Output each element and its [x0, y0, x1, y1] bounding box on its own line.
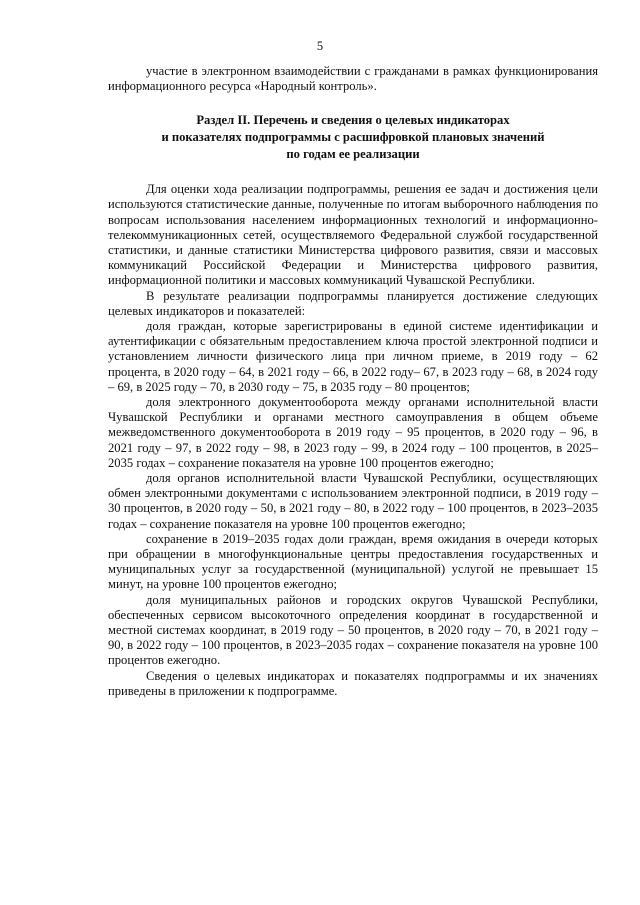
paragraph-indicator-e-signature: доля органов исполнительной власти Чувашской Республики, осуществляющих обмен электронными документами с использованием электронной подписи, в 2019 году – 30 процентов, в 2020 году – 50, в 2021 году – 80, в 2022 году – 100 процентов, в 2023–2035 годах – сохранение показателя на уровне 100 процентов ежегодно; [108, 471, 598, 531]
paragraph-indicator-esia: доля граждан, которые зарегистрированы в единой системе идентификации и аутентификации с обязательным предоставлением ключа простой электронной подписи и установлением личности физического лица при личном приеме, в 2019 году – 62 процента, в 2020 году – 64, в 2021 году – 66, в 2022 году– 67, в 2023 году – 68, в 2024 году – 69, в 2025 году – 70, в 2030 году – 75, в 2035 году – 80 процентов; [108, 319, 598, 394]
section-heading [108, 112, 598, 162]
page-content [108, 64, 598, 699]
paragraph-methodology: Для оценки хода реализации подпрограммы, решения ее задач и достижения цели используются статистические данные, полученные по итогам выборочного наблюдения по вопросам использования населением информационных технологий и информационно-телекоммуникационных сетей, осуществляемого Федеральной службой государственной статистики, и данные статистики Министерства цифрового развития, связи и массовых коммуникаций Российской Федерации и Министерства цифрового развития, информационной политики и массовых коммуникаций Чувашской Республики. [108, 182, 598, 288]
paragraph-indicator-coordinates: доля муниципальных районов и городских округов Чувашской Республики, обеспеченных сервисом высокоточного определения координат в государственной и местной системах координат, в 2019 году – 50 процентов, в 2020 году – 70, в 2021 году – 90, в 2022 году – 100 процентов, в 2023–2035 годах – сохранение показателя на уровне 100 процентов ежегодно. [108, 592, 598, 668]
intro-paragraph: участие в электронном взаимодействии с гражданами в рамках функционирования информационного ресурса «Народный контроль». [108, 64, 598, 94]
section-body [108, 182, 598, 699]
paragraph-indicator-mfc-queue: сохранение в 2019–2035 годах доли граждан, время ожидания в очереди которых при обращении в многофункциональные центры предоставления государственных и муниципальных услуг за государственной (муниципальной) услугой не превышает 15 минут, на уровне 100 процентов ежегодно; [108, 531, 598, 592]
paragraph-appendix-reference: Сведения о целевых индикаторах и показателях подпрограммы и их значениях приведены в приложении к подпрограмме. [108, 668, 598, 698]
paragraph-indicator-edo: доля электронного документооборота между органами исполнительной власти Чувашской Республики и органами местного самоуправления в общем объеме межведомственного документооборота в 2019 году – 95 процентов, в 2020 году – 96, в 2021 году – 97, в 2022 году – 98, в 2023 году – 99, в 2024 году – 100 процентов, в 2025–2035 годах – сохранение показателя на уровне 100 процентов ежегодно; [108, 395, 598, 470]
paragraph-expected-results: В результате реализации подпрограммы планируется достижение следующих целевых индикаторов и показателей: [108, 288, 598, 318]
page-number: 5 [316, 39, 324, 53]
section-heading-line-2: и показателях подпрограммы с расшифровкой плановых значений [161, 130, 545, 144]
section-heading-line-3: по годам ее реализации [286, 146, 420, 161]
section-heading-line-1: Раздел II. Перечень и сведения о целевых индикаторах [196, 113, 510, 128]
